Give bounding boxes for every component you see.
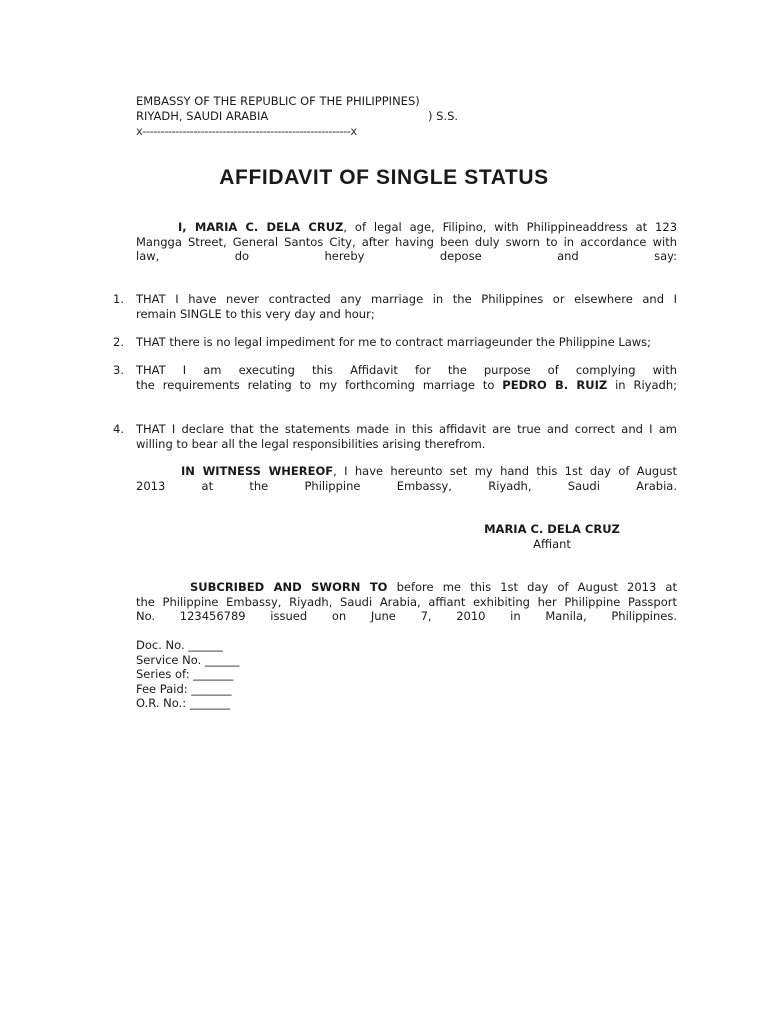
fee-paid-field: Fee Paid: _______ [136, 681, 232, 696]
jurat-line-1: before me this 1st day of August 2013 at [387, 580, 677, 594]
doc-no-field: Doc. No. ______ [136, 638, 223, 652]
jurat-line-2: the Philippine Embassy, Riyadh, Saudi Arabia, affiant exhibiting her Philippine Passport [136, 594, 677, 609]
clause-2-line-1: THAT there is no legal impediment for me to contract marriageunder the Philippine Laws; [136, 335, 652, 349]
clause-3-line-2-end: in Riyadh; [607, 378, 677, 392]
registry-block [136, 638, 239, 711]
signatory-role: Affiant [533, 537, 571, 551]
signatory-name: MARIA C. DELA CRUZ [484, 522, 620, 536]
intro-paragraph [136, 220, 677, 264]
document-title: AFFIDAVIT OF SINGLE STATUS [219, 166, 549, 189]
groom-name: PEDRO B. RUIZ [502, 378, 608, 392]
service-no-field: Service No. ______ [136, 652, 240, 667]
series-field: Series of: _______ [136, 667, 234, 681]
clause-1 [113, 292, 677, 322]
jurat-line-3: No. 123456789 issued on June 7, 2010 in Manila, Philippines. [136, 609, 677, 623]
clause-number: 4. [113, 422, 124, 436]
witness-lead: IN WITNESS WHEREOF [181, 464, 334, 478]
clause-4 [113, 422, 677, 452]
clause-number: 1. [113, 292, 124, 306]
venue-rule: x---------------------------------------------------------x [136, 124, 357, 138]
venue-ss: ) S.S. [428, 109, 459, 123]
venue-line-1: EMBASSY OF THE REPUBLIC OF THE PHILIPPINES) [136, 94, 420, 108]
venue-block [136, 94, 459, 139]
clause-4-line-1: THAT I declare that the statements made in this affidavit are true and correct and I am [136, 422, 677, 436]
clause-3 [113, 363, 677, 393]
jurat-paragraph [136, 580, 677, 624]
clause-3-line-1: THAT I am executing this Affidavit for the purpose of complying with [136, 363, 677, 377]
intro-line-1: , of legal age, Filipino, with Philippineaddress at 123 [343, 220, 678, 234]
clause-number: 3. [113, 363, 124, 377]
intro-line-3: law, do hereby depose and say: [136, 249, 677, 263]
clause-3-line-2: the requirements relating to my forthcoming marriage to [136, 378, 503, 392]
clause-2 [113, 335, 677, 350]
clause-4-line-2: willing to bear all the legal responsibilities arising therefrom. [136, 437, 486, 451]
intro-line-2: Mangga Street, General Santos City, after having been duly sworn to in accordance with [136, 234, 677, 249]
venue-line-2: RIYADH, SAUDI ARABIA [136, 109, 269, 123]
witness-paragraph [136, 464, 677, 493]
affiant-name: I, MARIA C. DELA CRUZ [178, 220, 344, 234]
witness-line-1: , I have hereunto set my hand this 1st day of August [333, 464, 677, 478]
or-no-field: O.R. No.: _______ [136, 696, 231, 710]
jurat-lead: SUBCRIBED AND SWORN TO [190, 580, 388, 594]
clause-number: 2. [113, 335, 124, 349]
clause-1-line-1: THAT I have never contracted any marriage in the Philippines or elsewhere and I [136, 292, 677, 306]
clause-1-line-2: remain SINGLE to this very day and hour; [136, 307, 375, 321]
witness-line-2: 2013 at the Philippine Embassy, Riyadh, Saudi Arabia. [136, 478, 677, 493]
signature-block [482, 522, 622, 552]
